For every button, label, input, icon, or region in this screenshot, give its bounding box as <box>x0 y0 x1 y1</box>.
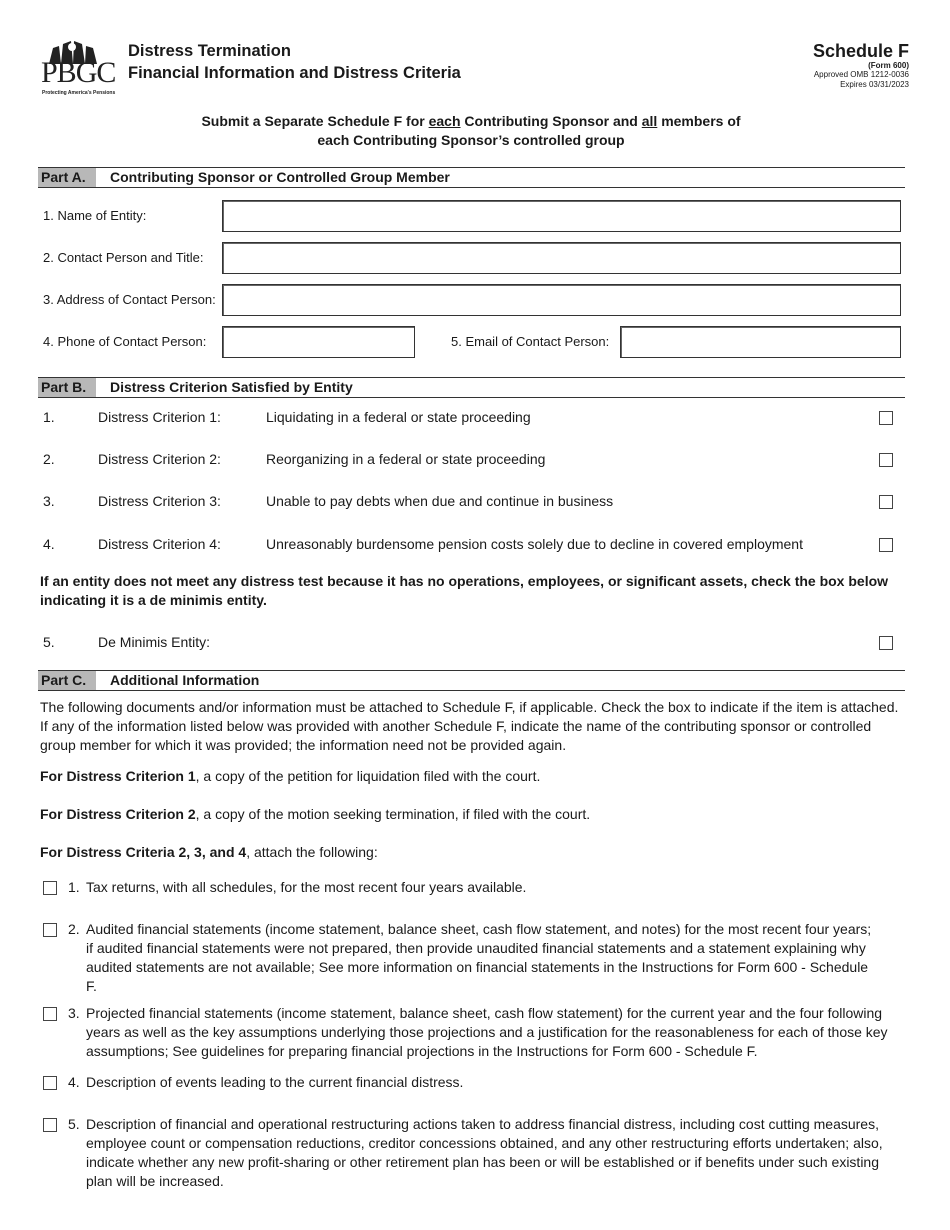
de-minimis-checkbox[interactable] <box>879 636 893 650</box>
item-5-text: Description of financial and operational restructuring actions taken to address financial distress, including cost cutting measures, employee count or compensation reductions, creditor concessions obtained, and any other restructuring efforts undertaken; also, indicate whether any new profit-sharing or other retirement plan has been or will be established or if benefits under such existing plan will be increased. <box>86 1116 883 1189</box>
item-1-checkbox[interactable] <box>43 881 57 895</box>
item-4-number: 4. <box>68 1074 80 1090</box>
submit-text-line2: each Contributing Sponsor’s controlled group <box>317 132 625 148</box>
dc2-instruction <box>40 805 908 824</box>
name-of-entity-input[interactable] <box>223 201 900 231</box>
dc234-instruction <box>40 843 908 862</box>
dc1-text: , a copy of the petition for liquidation filed with the court. <box>195 768 541 784</box>
criterion-2-number: 2. <box>43 451 55 467</box>
item-5-checkbox[interactable] <box>43 1118 57 1132</box>
schedule-block <box>813 41 909 90</box>
criterion-1-description: Liquidating in a federal or state proceeding <box>266 409 531 425</box>
criterion-3-number: 3. <box>43 493 55 509</box>
item-4-checkbox[interactable] <box>43 1076 57 1090</box>
part-b-title: Distress Criterion Satisfied by Entity <box>110 379 353 395</box>
item-3-checkbox[interactable] <box>43 1007 57 1021</box>
submit-all: all <box>641 113 658 129</box>
submit-text-2: Contributing Sponsor and <box>460 113 642 129</box>
criterion-3-checkbox[interactable] <box>879 495 893 509</box>
criterion-2-description: Reorganizing in a federal or state proceeding <box>266 451 546 467</box>
part-c-label: Part C. <box>38 671 96 690</box>
contact-address-input[interactable] <box>223 285 900 315</box>
dc234-heading: For Distress Criteria 2, 3, and 4 <box>40 844 247 860</box>
contact-address-label: 3. Address of Contact Person: <box>43 292 216 307</box>
dc2-heading: For Distress Criterion 2 <box>40 806 196 822</box>
expiration-date: Expires 03/31/2023 <box>840 80 909 89</box>
contact-person-input[interactable] <box>223 243 900 273</box>
item-2-checkbox[interactable] <box>43 923 57 937</box>
logo-text: PBGC <box>41 56 116 89</box>
item-1-text: Tax returns, with all schedules, for the most recent four years available. <box>86 879 527 895</box>
name-of-entity-field[interactable] <box>222 200 901 232</box>
contact-phone-field[interactable] <box>222 326 415 358</box>
criterion-3-name: Distress Criterion 3: <box>98 493 221 509</box>
submit-text-3: members of <box>657 113 741 129</box>
criterion-1-name: Distress Criterion 1: <box>98 409 221 425</box>
part-c-intro: The following documents and/or information must be attached to Schedule F, if applicable. Check the box to indicate if the item is attached. If any of the information listed below was provided with another Schedule F, indicate the name of the contributing sponsor or controlled group member for which it was provided; the information need not be provided again. <box>40 699 899 753</box>
dc234-text: , attach the following: <box>246 844 378 860</box>
contact-email-field[interactable] <box>620 326 901 358</box>
item-2-number: 2. <box>68 921 80 937</box>
criterion-2-checkbox[interactable] <box>879 453 893 467</box>
de-minimis-note: If an entity does not meet any distress test because it has no operations, employees, or significant assets, check the box below indicating it is a de minimis entity. <box>40 573 889 608</box>
submit-text-1: Submit a Separate Schedule F for <box>201 113 429 129</box>
submit-instruction <box>0 112 942 150</box>
part-b-header <box>38 377 905 398</box>
part-c-header <box>38 670 905 691</box>
dc1-heading: For Distress Criterion 1 <box>40 768 196 784</box>
omb-number: Approved OMB 1212-0036 <box>813 70 909 79</box>
criterion-3-description: Unable to pay debts when due and continue in business <box>266 493 614 509</box>
form-title-line2: Financial Information and Distress Criteria <box>128 64 461 82</box>
part-a-label: Part A. <box>38 168 96 187</box>
contact-email-input[interactable] <box>621 327 900 357</box>
item-5-number: 5. <box>68 1116 80 1132</box>
contact-person-field[interactable] <box>222 242 901 274</box>
item-4-text: Description of events leading to the current financial distress. <box>86 1074 464 1090</box>
criterion-1-number: 1. <box>43 409 55 425</box>
pbgc-logo <box>40 40 115 100</box>
logo-tagline: Protecting America's Pensions <box>42 90 116 96</box>
schedule-form: (Form 600) <box>868 61 909 70</box>
form-title-line1: Distress Termination <box>128 42 291 60</box>
submit-each: each <box>428 113 461 129</box>
item-2-text: Audited financial statements (income statement, balance sheet, cash flow statement, and notes) for the most recent four years; if audited financial statements were not prepared, then provide unaudited financial statements and a statement explaining why audited statements are not available; See more information on financial statements in the Instructions for Form 600 - Schedule F. <box>86 921 872 994</box>
criterion-4-checkbox[interactable] <box>879 538 893 552</box>
part-a-header <box>38 167 905 188</box>
dc2-text: , a copy of the motion seeking termination, if filed with the court. <box>195 806 591 822</box>
part-b-label: Part B. <box>38 378 96 397</box>
name-of-entity-label: 1. Name of Entity: <box>43 208 147 223</box>
criterion-4-name: Distress Criterion 4: <box>98 536 221 552</box>
criterion-4-description: Unreasonably burdensome pension costs solely due to decline in covered employment <box>266 536 803 552</box>
item-1-number: 1. <box>68 879 80 895</box>
schedule-title: Schedule F <box>812 41 909 61</box>
contact-address-field[interactable] <box>222 284 901 316</box>
part-a-title: Contributing Sponsor or Controlled Group Member <box>110 169 450 185</box>
contact-phone-label: 4. Phone of Contact Person: <box>43 334 207 349</box>
criterion-2-name: Distress Criterion 2: <box>98 451 221 467</box>
contact-person-label: 2. Contact Person and Title: <box>43 250 204 265</box>
contact-email-label: 5. Email of Contact Person: <box>451 334 610 349</box>
part-c-title: Additional Information <box>110 672 260 688</box>
item-3-number: 3. <box>68 1005 80 1021</box>
de-minimis-number: 5. <box>43 634 55 650</box>
de-minimis-label: De Minimis Entity: <box>98 634 211 650</box>
dc1-instruction <box>40 767 908 786</box>
item-3-text: Projected financial statements (income statement, balance sheet, cash flow statement) for the current year and the four following years as well as the key assumptions underlying those projections and a justification for the reasonableness for each of those key assumptions; See guidelines for preparing financial projections in the Instructions for Form 600 - Schedule F. <box>86 1005 888 1059</box>
contact-phone-input[interactable] <box>223 327 414 357</box>
criterion-4-number: 4. <box>43 536 55 552</box>
criterion-1-checkbox[interactable] <box>879 411 893 425</box>
